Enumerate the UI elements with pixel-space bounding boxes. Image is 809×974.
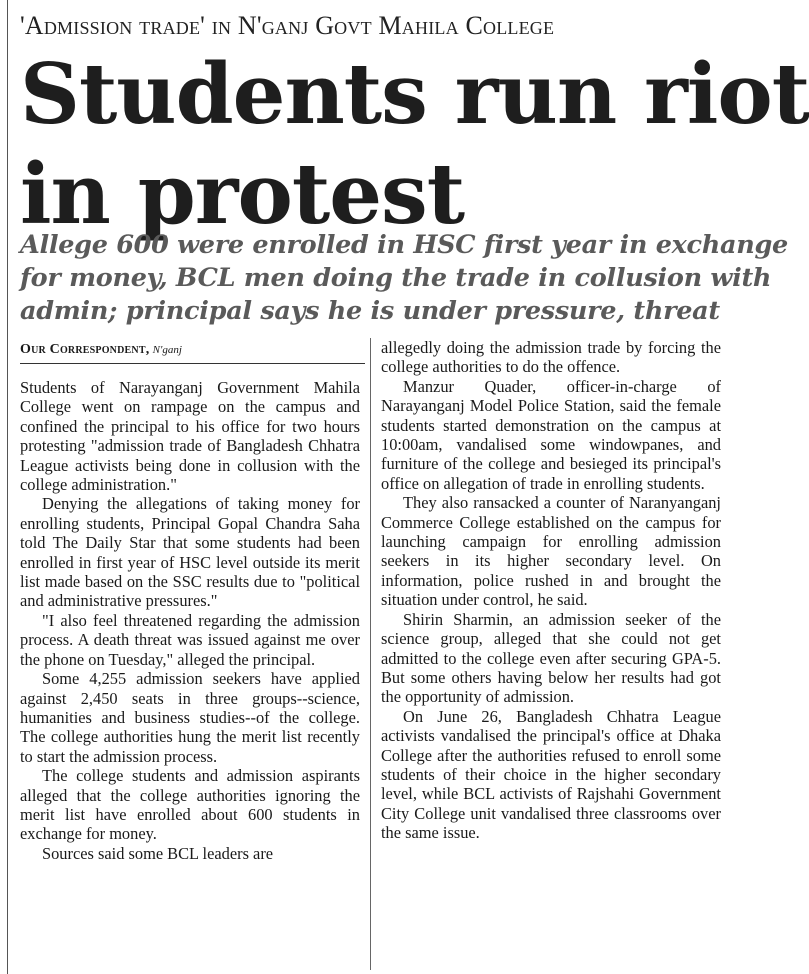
page-left-rule [7,0,8,974]
article-column-left [20,378,360,863]
article-kicker: 'Admission trade' in N'ganj Govt Mahila College [20,11,555,40]
paragraph: Shirin Sharmin, an admission seeker of the science group, alleged that she could not get admitted to the college even after securing GPA-5. But some others having below her results had got the opportunity of admission. [381,609,721,707]
paragraph: allegedly doing the admission trade by forcing the college authorities to do the offence. [381,338,721,377]
article-column-right [381,338,721,843]
paragraph: Students of Narayanganj Government Mahila College went on rampage on the campus and confined the principal to his office for two hours protesting "admission trade of Bangladesh Chhatra League activists being done in collusion with the college administration." [20,378,360,495]
paragraph: On June 26, Bangladesh Chhatra League activists vandalised the principal's office at Dhaka College after the authorities refused to enroll some students of their choice in the higher secondary level, while BCL activists of Rajshahi Government City College unit vandalised three classrooms over the same issue. [381,706,721,843]
byline-place: N'ganj [152,344,182,356]
byline-name: Our Correspondent, [20,342,150,357]
paragraph: They also ransacked a counter of Naranyanganj Commerce College established on the campus for launching campaign for enrolling admission seekers in its higher secondary level. On information, police rushed in and brought the situation under control, he said. [381,493,721,610]
headline-line-1: Students run riot [20,45,809,143]
article-headline [20,44,809,244]
article-byline [20,340,365,364]
paragraph: Denying the allegations of taking money for enrolling students, Principal Gopal Chandra Saha told The Daily Star that some students had been enrolled in first year of HSC level outside its merit list made based on the SSC results due to "political and administrative pressures." [20,494,360,611]
deck-line-3: admin; principal says he is under pressure, threat [20,296,720,326]
column-divider [370,338,371,970]
deck-line-1: Allege 600 were enrolled in HSC first year in exchange [20,230,788,260]
paragraph: Some 4,255 admission seekers have applied against 2,450 seats in three groups--science, humanities and business studies--of the college. The college authorities hung the merit list recently to start the admission process. [20,669,360,766]
deck-line-2: for money, BCL men doing the trade in collusion with [20,263,772,293]
headline-line-2: in protest [20,145,465,243]
paragraph: Manzur Quader, officer-in-charge of Narayanganj Model Police Station, said the female students started demonstration on the campus at 10:00am, vandalised some windowpanes, and furniture of the college and besieged its principal's office on allegation of trade in enrolling students. [381,376,721,493]
paragraph: Sources said some BCL leaders are [42,843,274,863]
paragraph: The college students and admission aspirants alleged that the college authorities ignoring the merit list have enrolled about 600 students in exchange for money. [20,766,360,844]
article-deck [20,229,788,328]
paragraph: "I also feel threatened regarding the admission process. A death threat was issued against me over the phone on Tuesday," alleged the principal. [20,610,360,669]
